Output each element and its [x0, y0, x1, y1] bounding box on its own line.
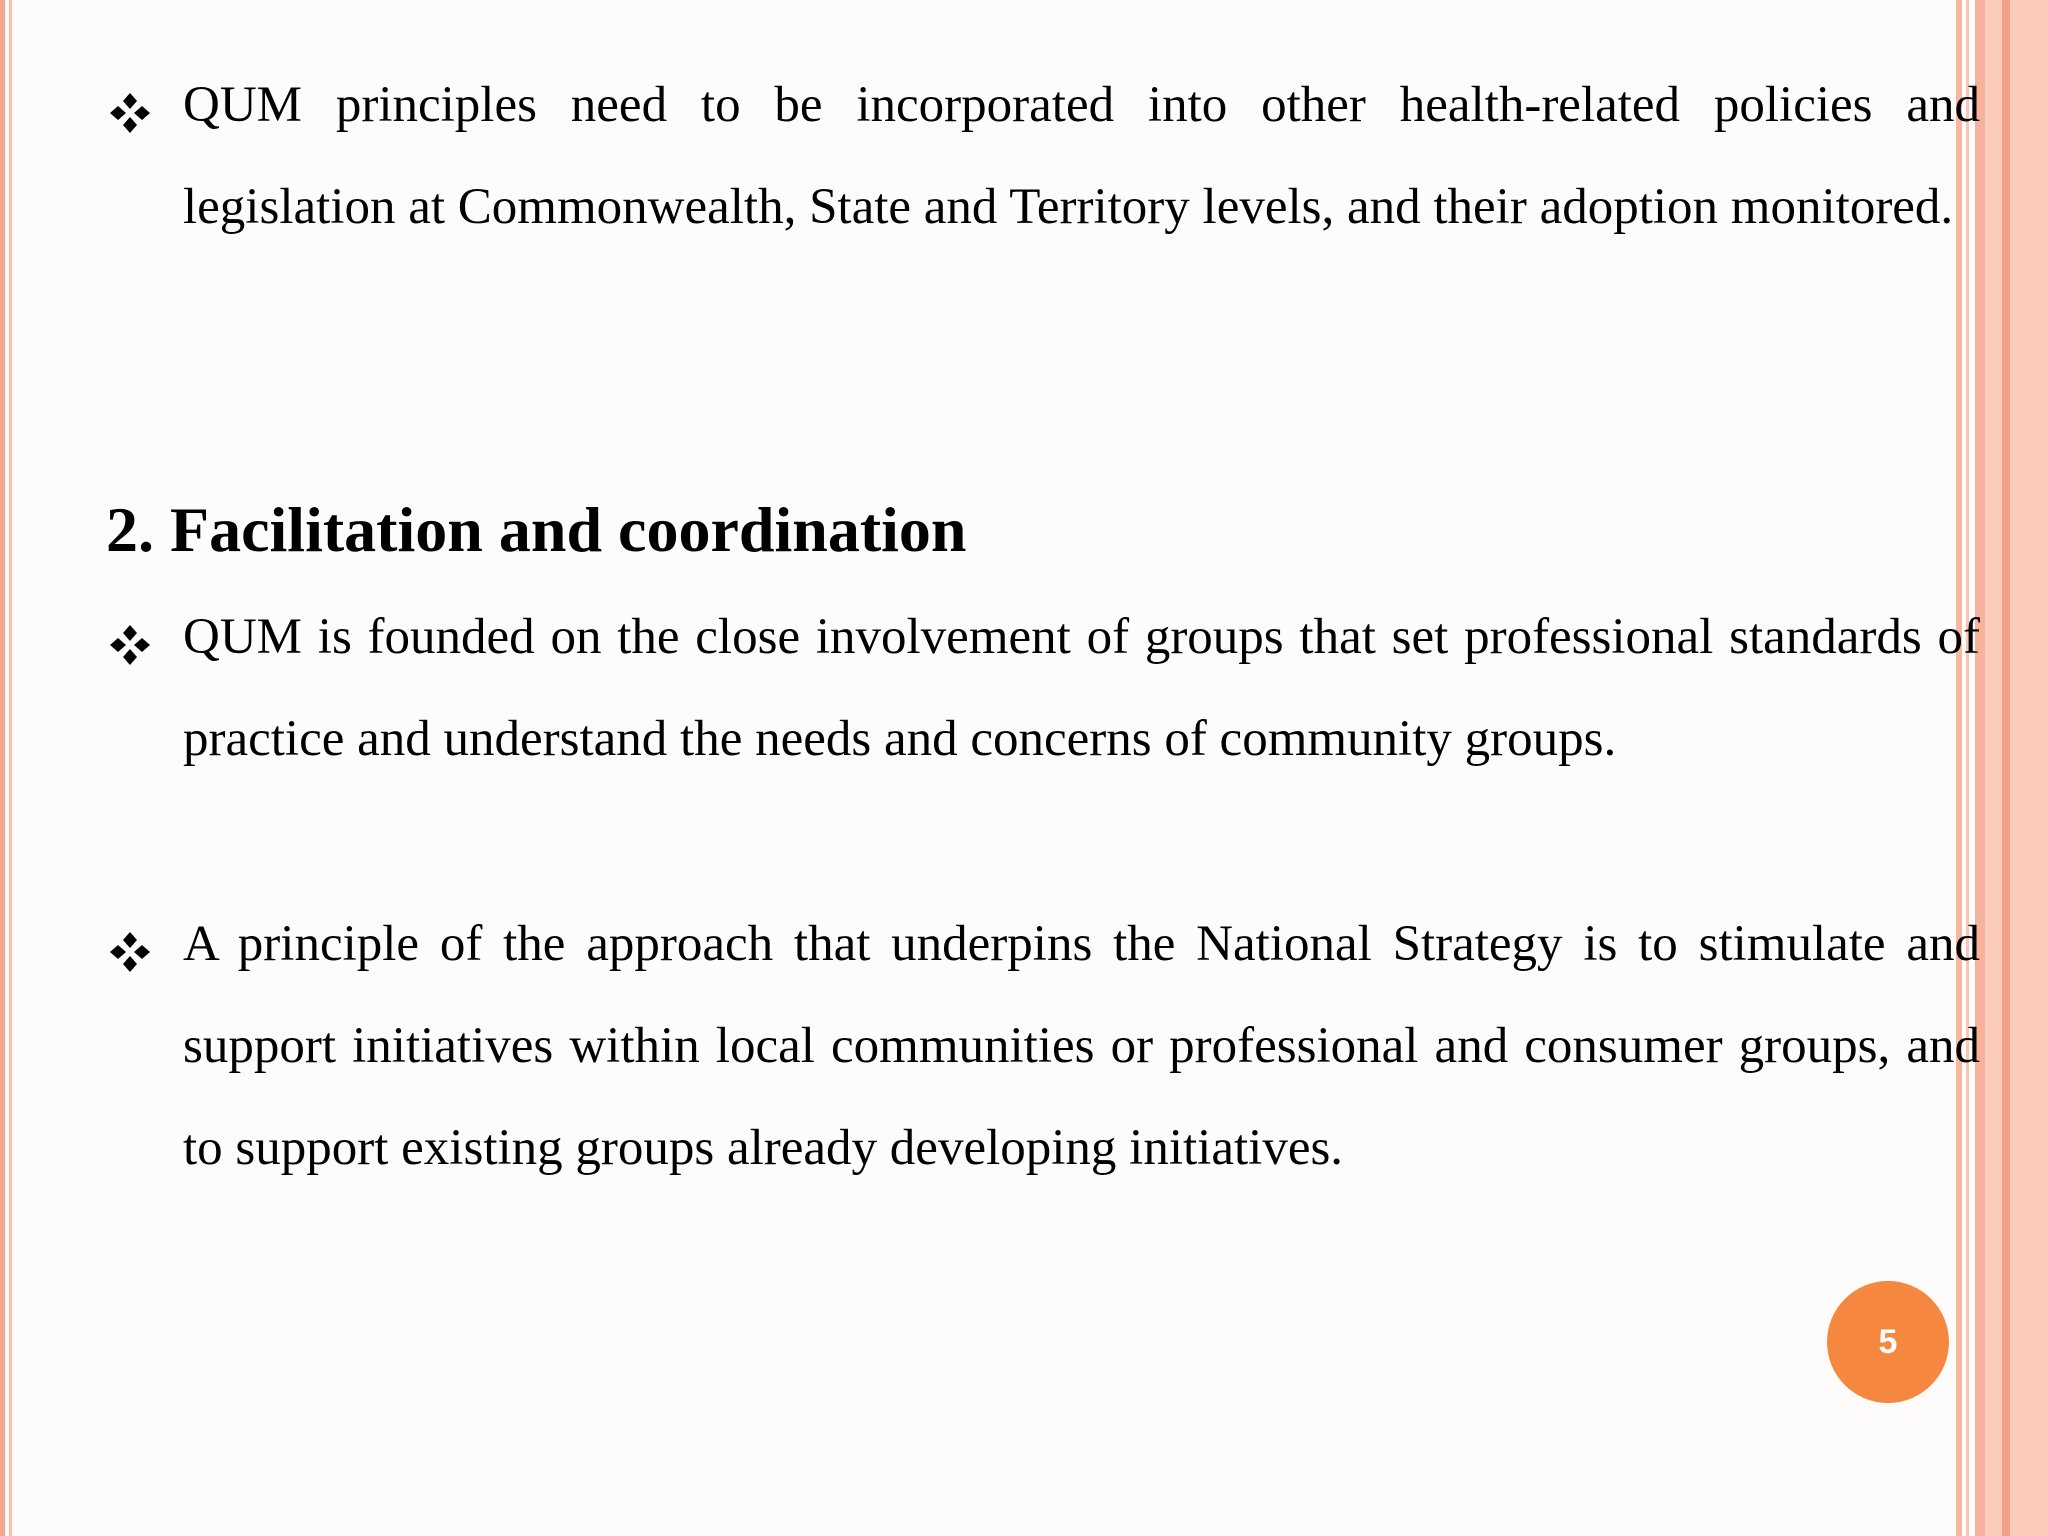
page-number-badge: 5 [1827, 1281, 1949, 1403]
bullet-text: A principle of the approach that underpins the National Strategy is to stimulate and support initiatives within local communities or professional and consumer groups, and to support existing groups already developing initiatives. [183, 916, 1980, 1176]
bullet-text: QUM is founded on the close involvement of groups that set professional standards of practice and understand the needs and concerns of community groups. [183, 609, 1980, 767]
bullet-text: QUM principles need to be incorporated into other health-related policies and legislation at Commonwealth, State and Territory levels, and their adoption monitored. [183, 77, 1980, 235]
four-diamonds-icon [106, 621, 154, 669]
section-heading: 2. Facilitation and coordination [106, 494, 967, 565]
four-diamonds-icon [106, 928, 154, 976]
right-border-stripe-5 [2002, 0, 2010, 1536]
four-diamonds-icon [106, 89, 154, 137]
right-border-band [1985, 0, 2048, 1536]
